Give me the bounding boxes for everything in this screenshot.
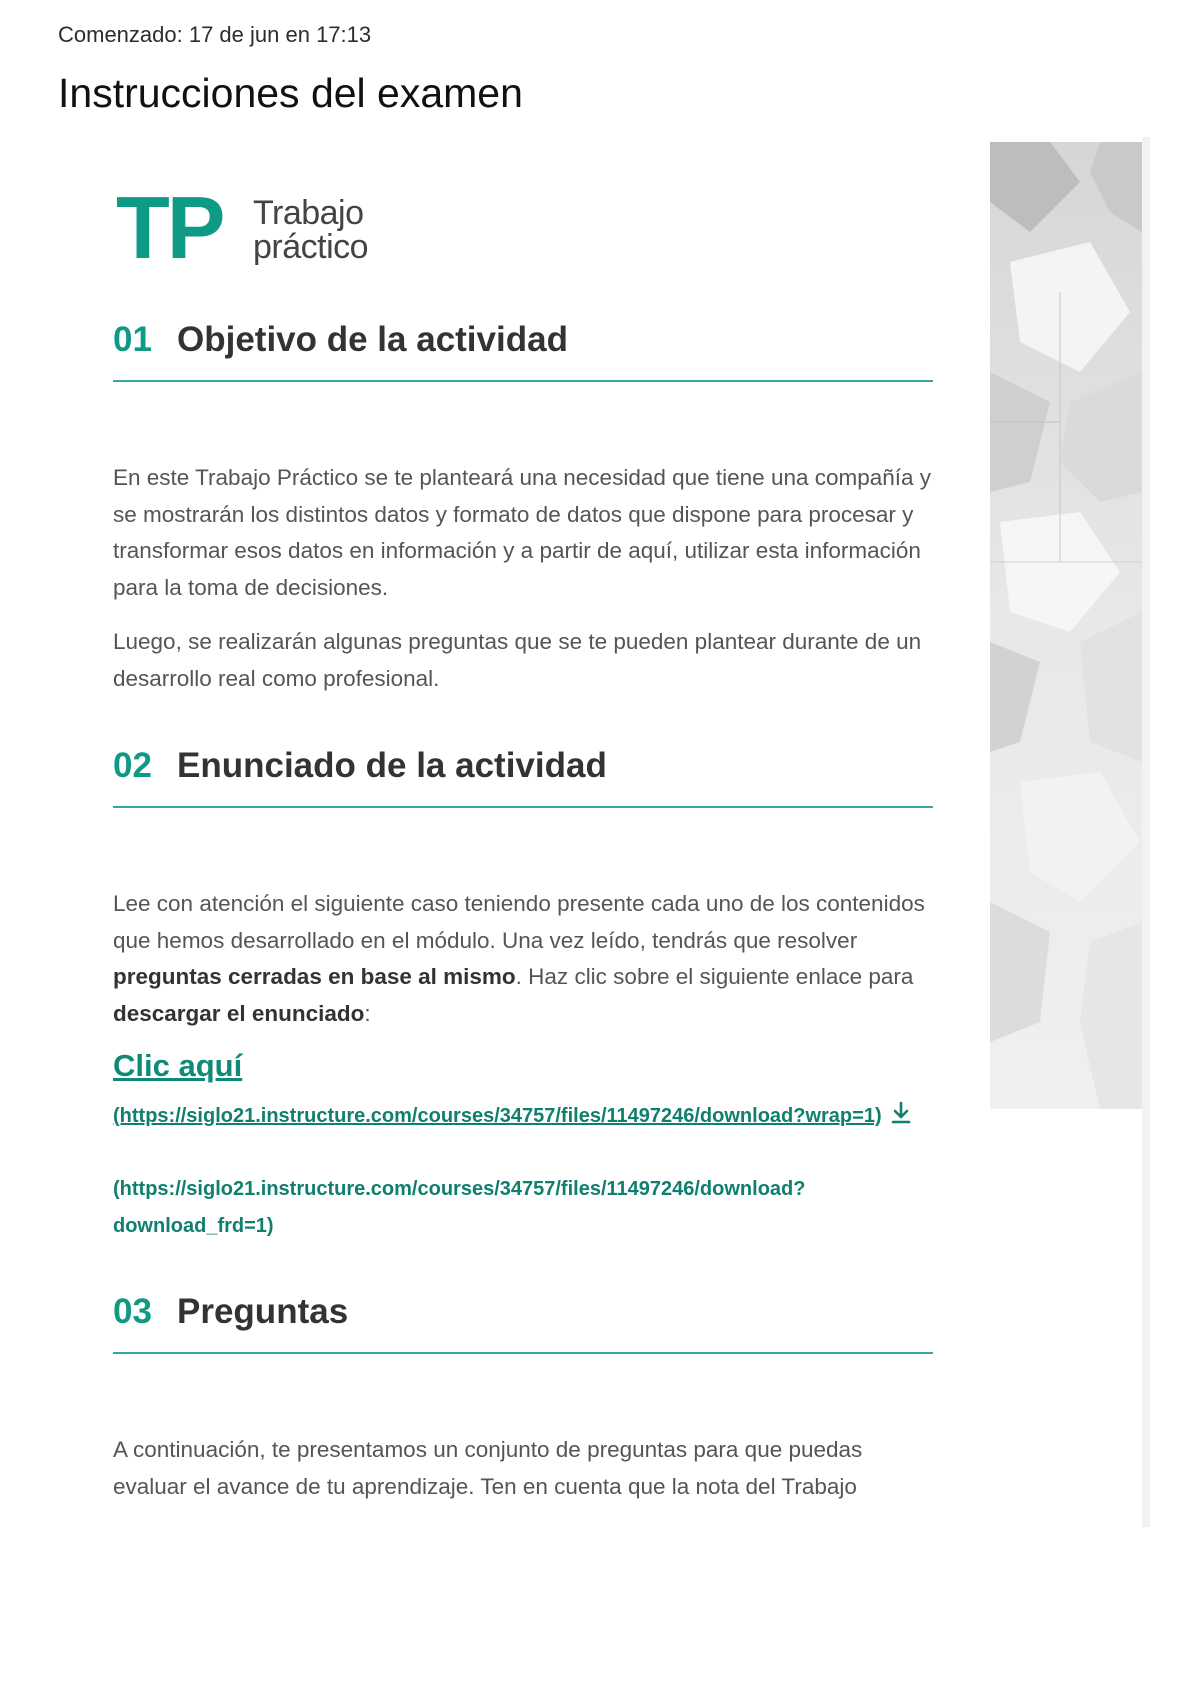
trabajo-practico-logo (113, 178, 413, 280)
scrollbar-track[interactable] (1142, 137, 1150, 1527)
section-01-paragraph-2: Luego, se realizarán algunas preguntas que se te pueden plantear durante de un desarrollo real como profesional. (113, 629, 922, 691)
download-statement-link[interactable]: Clic aquí (113, 1048, 243, 1083)
download-icon[interactable] (888, 1100, 914, 1139)
section-02-header (113, 736, 933, 808)
section-01-paragraph-1: En este Trabajo Práctico se te planteará una necesidad que tiene una compañía y se mostrarán los distintos datos y formato de datos que dispone para procesar y transformar esos datos en información y a partir de aquí, utilizar esta información para la toma de decisiones. (113, 465, 932, 600)
section-02-paragraph: Lee con atención el siguiente caso teniendo presente cada uno de los contenidos que hemos desarrollado en el módulo. Una vez leído, tendrás que resolver preguntas cerradas en base al mismo. Haz clic sobre el siguiente enlace para descargar el enunciado: (113, 891, 925, 1026)
section-title: Preguntas (177, 1292, 349, 1331)
section-title: Objetivo de la actividad (177, 320, 568, 359)
section-number: 01 (113, 320, 152, 359)
tp-logo-mark: TP (116, 178, 223, 277)
started-timestamp: Comenzado: 17 de jun en 17:13 (58, 22, 372, 47)
section-title: Enunciado de la actividad (177, 746, 607, 785)
section-03-header (113, 1282, 933, 1354)
page-title: Instrucciones del examen (58, 70, 523, 116)
section-01-header (113, 310, 933, 382)
section-number: 02 (113, 746, 152, 785)
section-03-paragraph: A continuación, te presentamos un conjunto de preguntas para que puedas evaluar el avance de tu aprendizaje. Ten en cuenta que la nota del Trabajo (113, 1437, 863, 1499)
download-url-wrap[interactable]: (https://siglo21.instructure.com/courses/34757/files/11497246/download?wrap=1) (113, 1098, 933, 1139)
tp-logo-word: Trabajo práctico (253, 194, 369, 266)
section-number: 03 (113, 1292, 152, 1331)
decorative-architecture-image (990, 142, 1142, 1109)
download-url-direct[interactable]: (https://siglo21.instructure.com/courses/34757/files/11497246/download?download_frd=1) (113, 1178, 806, 1237)
